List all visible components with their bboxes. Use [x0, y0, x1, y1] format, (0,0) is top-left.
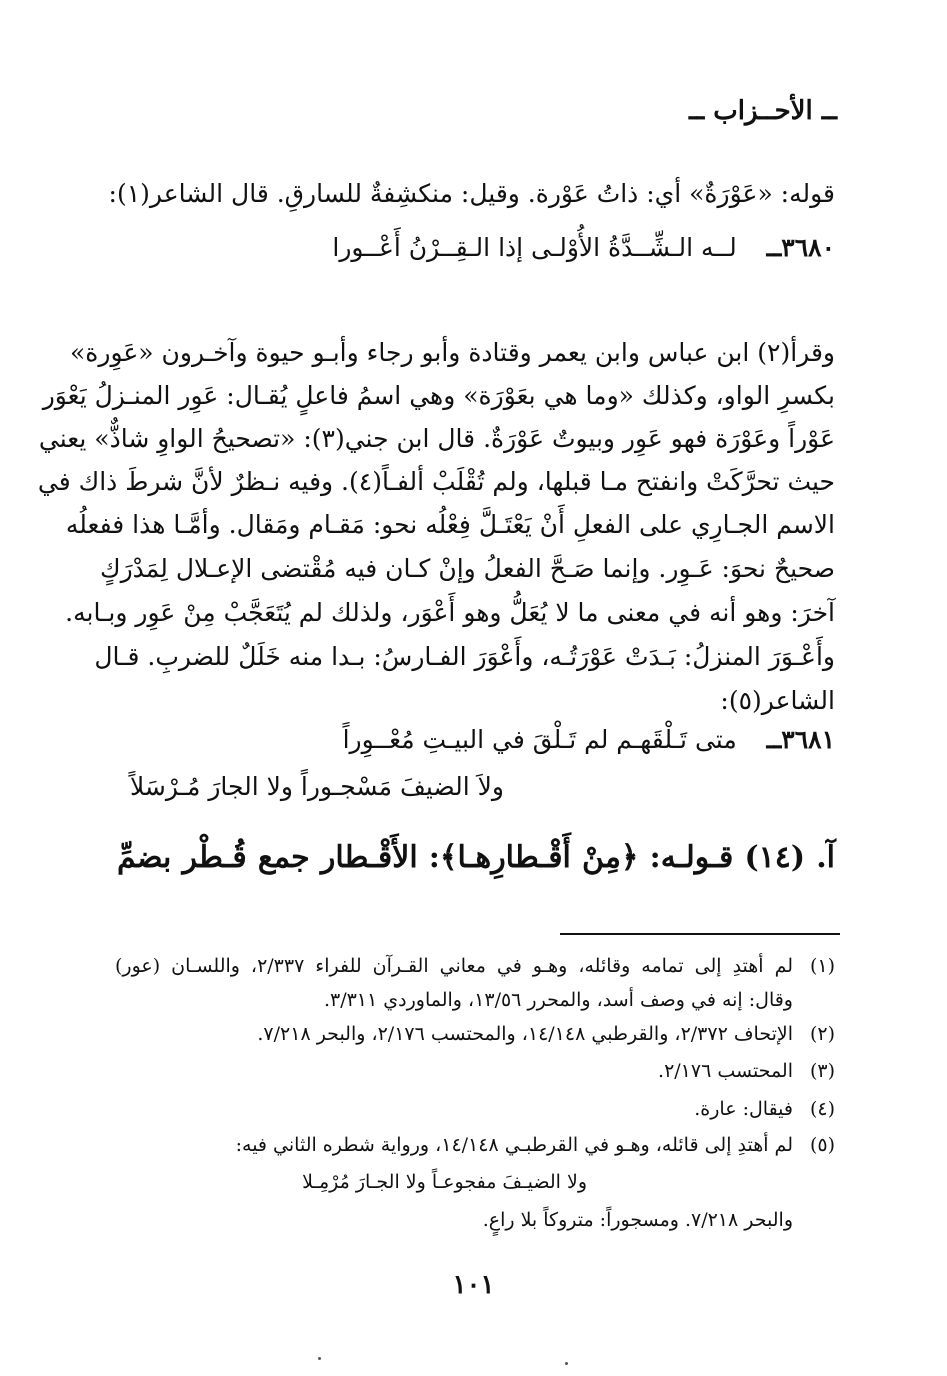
paragraph-line: آخرَ: وهو أنه في معنى ما لا يُعَلُّ وهو أَعْوَر، ولذلك لم يُتَعَجَّبْ مِنْ عَوِر وبـابه. — [65, 598, 835, 627]
footnote-1-line1 — [115, 950, 835, 982]
footnote-text: فيقال: عارة. — [694, 1098, 793, 1120]
paragraph-line: وقرأ(٢) ابن عباس وابن يعمر وقتادة وأبو رجاء وأبـو حيوة وآخـرون «عَوِرة» — [70, 338, 835, 367]
footnote-text: لم أهتدِ إلى تمامه وقائله، وهـو في معاني القـرآن للفراء ٢/٣٣٧، واللسـان (عور) — [115, 955, 793, 977]
paragraph-line: بكسرِ الواو، وكذلك «وما هي بعَوْرَة» وهي اسمُ فاعلٍ يُقـال: عَوِر المنـزلُ يَعْوَر — [42, 381, 835, 410]
paragraph-line: الاسم الجـارِي على الفعلِ أَنْ يَعْتَـلَّ فِعْلُه نحو: مَقـام ومَقال. وأمَّـا هذا ففعلُه — [65, 510, 835, 539]
page-number: ١٠١ — [452, 1270, 495, 1300]
ayah-line: آ. (١٤) قـولـه: ﴿مِنْ أَقْـطارِهـا﴾: الأَقْـطار جمع قُـطْر بضمِّ — [117, 840, 836, 875]
paragraph-line: وأَعْـوَرَ المنزلُ: بَـدَتْ عَوْرَتُـه، وأَعْوَرَ الفـارسُ: بـدا منه خَلَلٌ للضربِ. قـال — [94, 642, 835, 671]
footnote-text: الإتحاف ٢/٣٧٢، والقرطبي ١٤/١٤٨، والمحتسب ٢/١٧٦، والبحر ٧/٢١٨. — [257, 1023, 793, 1045]
paragraph-last-line: الشاعر(٥): — [720, 686, 835, 715]
verse-text: لــه الـشِّــدَّةُ الأُوْلـى إذا الـقِــرْنُ أَعْــورا — [332, 233, 737, 262]
footnote-number: (٥) — [809, 1134, 835, 1156]
intro-line: قوله: «عَوْرَةٌ» أي: ذاتُ عَوْرة. وقيل: منكشِفةٌ للسارقِ. قال الشاعر(١): — [108, 179, 835, 208]
verse-number: ٣٦٨١ــ — [766, 725, 835, 754]
verse-3681-line2: ولاَ الضيفَ مَسْجـوراً ولا الجارَ مُـرْسَلاً — [130, 772, 504, 801]
footnote-number: (١) — [809, 955, 835, 977]
footnote-text: لم أهتدِ إلى قائله، وهـو في القرطبـي ١٤/١٤٨، ورواية شطره الثاني فيه: — [235, 1134, 793, 1156]
footnote-4 — [115, 1093, 835, 1125]
scan-speck — [318, 1357, 321, 1360]
footnote-1-line2: وقال: إنه في وصف أسد، والمحرر ١٣/٥٦، والماوردي ٣/٣١١. — [323, 989, 793, 1011]
footnote-number: (٤) — [809, 1098, 835, 1120]
footnote-text: المحتسب ٢/١٧٦. — [658, 1060, 793, 1082]
verse-3681-line1 — [343, 725, 835, 754]
verse-number: ٣٦٨٠ــ — [766, 233, 835, 262]
verse-text: متى تَـلْقَهـم لم تَـلْقَ في البيـتِ مُعْــوِراً — [342, 725, 737, 754]
footnote-5-line3: والبحر ٧/٢١٨. ومسجوراً: متروكاً بلا راعٍ. — [482, 1209, 793, 1231]
scan-speck — [565, 1362, 568, 1365]
footnote-3 — [115, 1055, 835, 1087]
paragraph-line: عَوْراً وعَوْرَة فهو عَوِر وبيوتٌ عَوْرَةٌ. قال ابن جني(٣): «تصحيحُ الواوِ شاذٌّ» يعني — [38, 424, 835, 453]
running-header: ــ الأحــزاب ــ — [689, 96, 837, 126]
paragraph-line: حيث تحرَّكَتْ وانفتح مـا قبلها، ولم تُقْلَبْ ألفـاً(٤). وفيه نـظرٌ لأنَّ شرطَ ذاك في — [37, 467, 835, 496]
footnote-number: (٣) — [809, 1060, 835, 1082]
footnote-5-verse: ولا الضيـفَ مفجوعـاً ولا الجـارَ مُرْمِـلا — [302, 1171, 587, 1193]
verse-3680 — [332, 228, 835, 268]
footnote-5-line1 — [115, 1129, 835, 1161]
footnote-divider — [560, 933, 840, 935]
paragraph-line: صحيحٌ نحوَ: عَـوِر. وإنما صَـحَّ الفعلُ وإنْ كـان فيه مُقْتضى الإعـلال لِمَدْرَكٍ — [100, 554, 835, 583]
footnote-number: (٢) — [809, 1023, 835, 1045]
footnote-2 — [115, 1018, 835, 1050]
